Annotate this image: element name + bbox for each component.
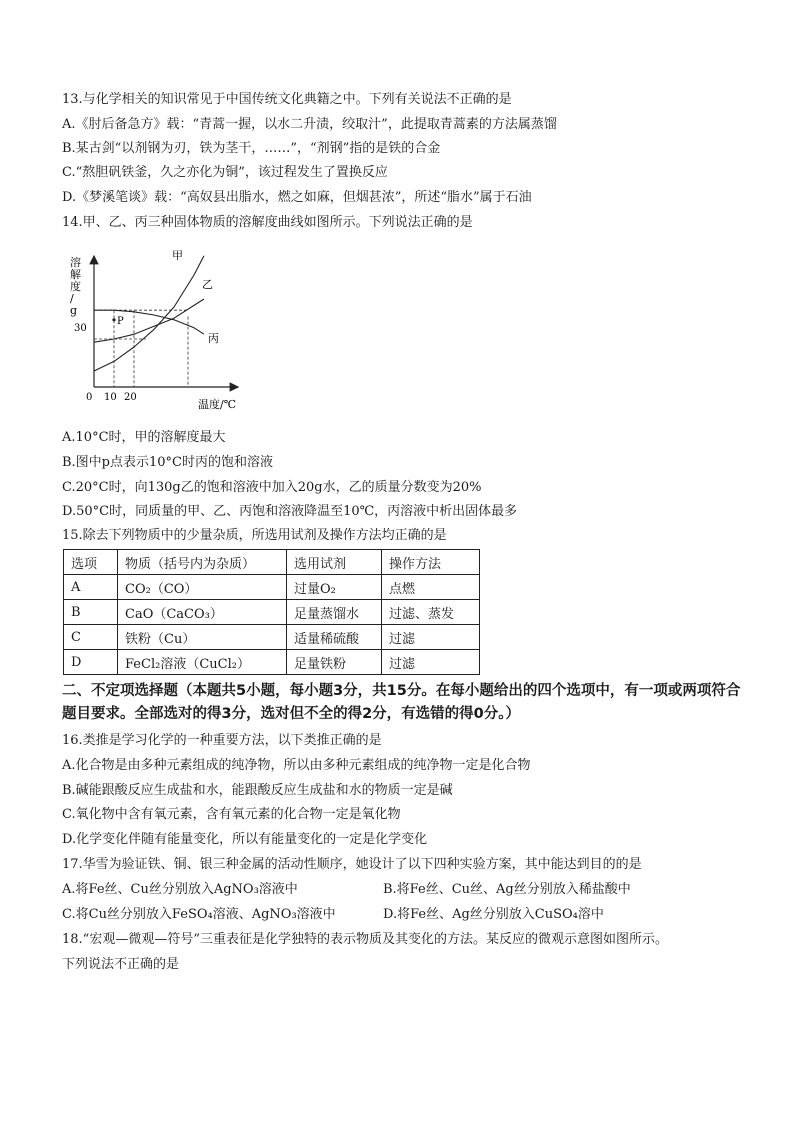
row-d-option: D — [64, 650, 118, 675]
header-method: 操作方法 — [382, 550, 480, 575]
table-row — [64, 625, 480, 650]
x-tick-0: 0 — [86, 392, 93, 403]
q14-option-d: D.50°C时，同质量的甲、乙、丙饱和溶液降温至10℃，丙溶液中析出固体最多 — [62, 504, 518, 519]
row-a-option: A — [64, 575, 118, 600]
series-label-1: 甲 — [172, 250, 183, 262]
svg-text:g: g — [70, 304, 78, 317]
q15-stem: 15.除去下列物质中的少量杂质，所选用试剂及操作方法均正确的是 — [62, 528, 447, 543]
q13-stem: 13.与化学相关的知识常见于中国传统文化典籍之中。下列有关说法不正确的是 — [62, 92, 512, 107]
svg-text:度: 度 — [70, 280, 81, 293]
point-p — [112, 318, 115, 321]
q15-options-table — [63, 549, 480, 675]
table-row — [64, 575, 480, 600]
svg-text:/: / — [70, 292, 74, 305]
q17-option-d: D.将Fe丝、Ag丝分别放入CuSO₄溶中 — [383, 907, 604, 922]
q17-option-c: C.将Cu丝分别放入FeSO₄溶液、AgNO₃溶液中 — [62, 907, 336, 922]
row-d-reagent: 足量铁粉 — [287, 650, 382, 675]
svg-text:溶: 溶 — [70, 256, 81, 269]
y-tick-30: 30 — [74, 323, 87, 334]
table-row — [64, 650, 480, 675]
series-label-3: 丙 — [208, 332, 219, 346]
row-d-substance: FeCl₂溶液（CuCl₂） — [118, 650, 287, 675]
row-c-method: 过滤 — [382, 625, 480, 650]
x-tick-20: 20 — [124, 392, 137, 403]
q14-option-a: A.10°C时，甲的溶解度最大 — [62, 430, 226, 445]
row-b-substance: CaO（CaCO₃） — [118, 600, 287, 625]
series-label-2: 乙 — [202, 277, 213, 291]
q17-option-a: A.将Fe丝、Cu丝分别放入AgNO₃溶液中 — [62, 882, 298, 897]
row-c-option: C — [64, 625, 118, 650]
q16-option-b: B.碱能跟酸反应生成盐和水，能跟酸反应生成盐和水的物质一定是碱 — [62, 783, 453, 798]
q16-option-d: D.化学变化伴随有能量变化，所以有能量变化的一定是化学变化 — [62, 832, 428, 847]
header-reagent: 选用试剂 — [287, 550, 382, 575]
q14-option-b: B.图中p点表示10°C时丙的饱和溶液 — [62, 455, 273, 470]
q18-stem-line2: 下列说法不正确的是 — [62, 957, 180, 972]
q16-option-a: A.化合物是由多种元素组成的纯净物，所以由多种元素组成的纯净物一定是化合物 — [62, 758, 531, 773]
curve-1 — [94, 256, 204, 371]
q18-stem-line1: 18.“宏观—微观—符号”三重表征是化学独特的表示物质及其变化的方法。某反应的微观示意图如图所示。 — [62, 932, 668, 947]
table-row — [64, 600, 480, 625]
row-b-option: B — [64, 600, 118, 625]
row-a-reagent: 过量O₂ — [287, 575, 382, 600]
svg-text:解: 解 — [70, 268, 81, 281]
q16-option-c: C.氧化物中含有氧元素，含有氧元素的化合物一定是氧化物 — [62, 807, 401, 822]
header-option: 选项 — [64, 550, 118, 575]
table-header-row — [64, 550, 480, 575]
curve-3 — [94, 310, 204, 334]
q14-option-c: C.20°C时，向130g乙的饱和溶液中加入20g水，乙的质量分数变为20% — [62, 480, 482, 495]
q13-option-c: C.“熬胆矾铁釜，久之亦化为铜”，该过程发生了置换反应 — [62, 165, 388, 180]
point-p-label: P — [117, 315, 124, 327]
row-a-substance: CO₂（CO） — [118, 575, 287, 600]
x-axis-label: 温度/℃ — [198, 398, 237, 411]
q13-option-d: D.《梦溪笔谈》载：“高奴县出脂水，燃之如麻，但烟甚浓”，所述“脂水”属于石油 — [62, 190, 532, 205]
curve-2 — [94, 299, 204, 342]
q17-option-b: B.将Fe丝、Cu丝、Ag丝分别放入稀盐酸中 — [383, 882, 631, 897]
row-c-substance: 铁粉（Cu） — [118, 625, 287, 650]
y-axis-label — [70, 255, 81, 317]
q13-option-b: B.某古剑“以剂钢为刃，铁为茎干，……”，“剂钢”指的是铁的合金 — [62, 141, 441, 156]
guide-lines — [94, 310, 188, 387]
row-b-reagent: 足量蒸馏水 — [287, 600, 382, 625]
section-2-heading: 二、不定项选择题（本题共5小题，每小题3分，共15分。在每小题给出的四个选项中，有一项或两项符合题目要求。全部选对的得3分，选对但不全的得2分，有选错的得0分。） — [62, 683, 741, 722]
header-substance: 物质（括号内为杂质） — [118, 550, 287, 575]
q13-option-a: A.《肘后备急方》载：“青蒿一握，以水二升渍，绞取汁”，此提取青蒿素的方法属蒸馏 — [62, 117, 557, 132]
x-tick-10: 10 — [104, 392, 117, 403]
row-a-method: 点燃 — [382, 575, 480, 600]
row-b-method: 过滤、蒸发 — [382, 600, 480, 625]
q16-stem: 16.类推是学习化学的一种重要方法，以下类推正确的是 — [62, 733, 382, 748]
row-d-method: 过滤 — [382, 650, 480, 675]
q14-stem: 14.甲、乙、丙三种固体物质的溶解度曲线如图所示。下列说法正确的是 — [62, 215, 473, 230]
row-c-reagent: 适量稀硫酸 — [287, 625, 382, 650]
q17-stem: 17.华雪为验证铁、铜、银三种金属的活动性顺序，她设计了以下四种实验方案，其中能达到目的的是 — [62, 857, 642, 872]
solubility-chart — [66, 250, 256, 420]
